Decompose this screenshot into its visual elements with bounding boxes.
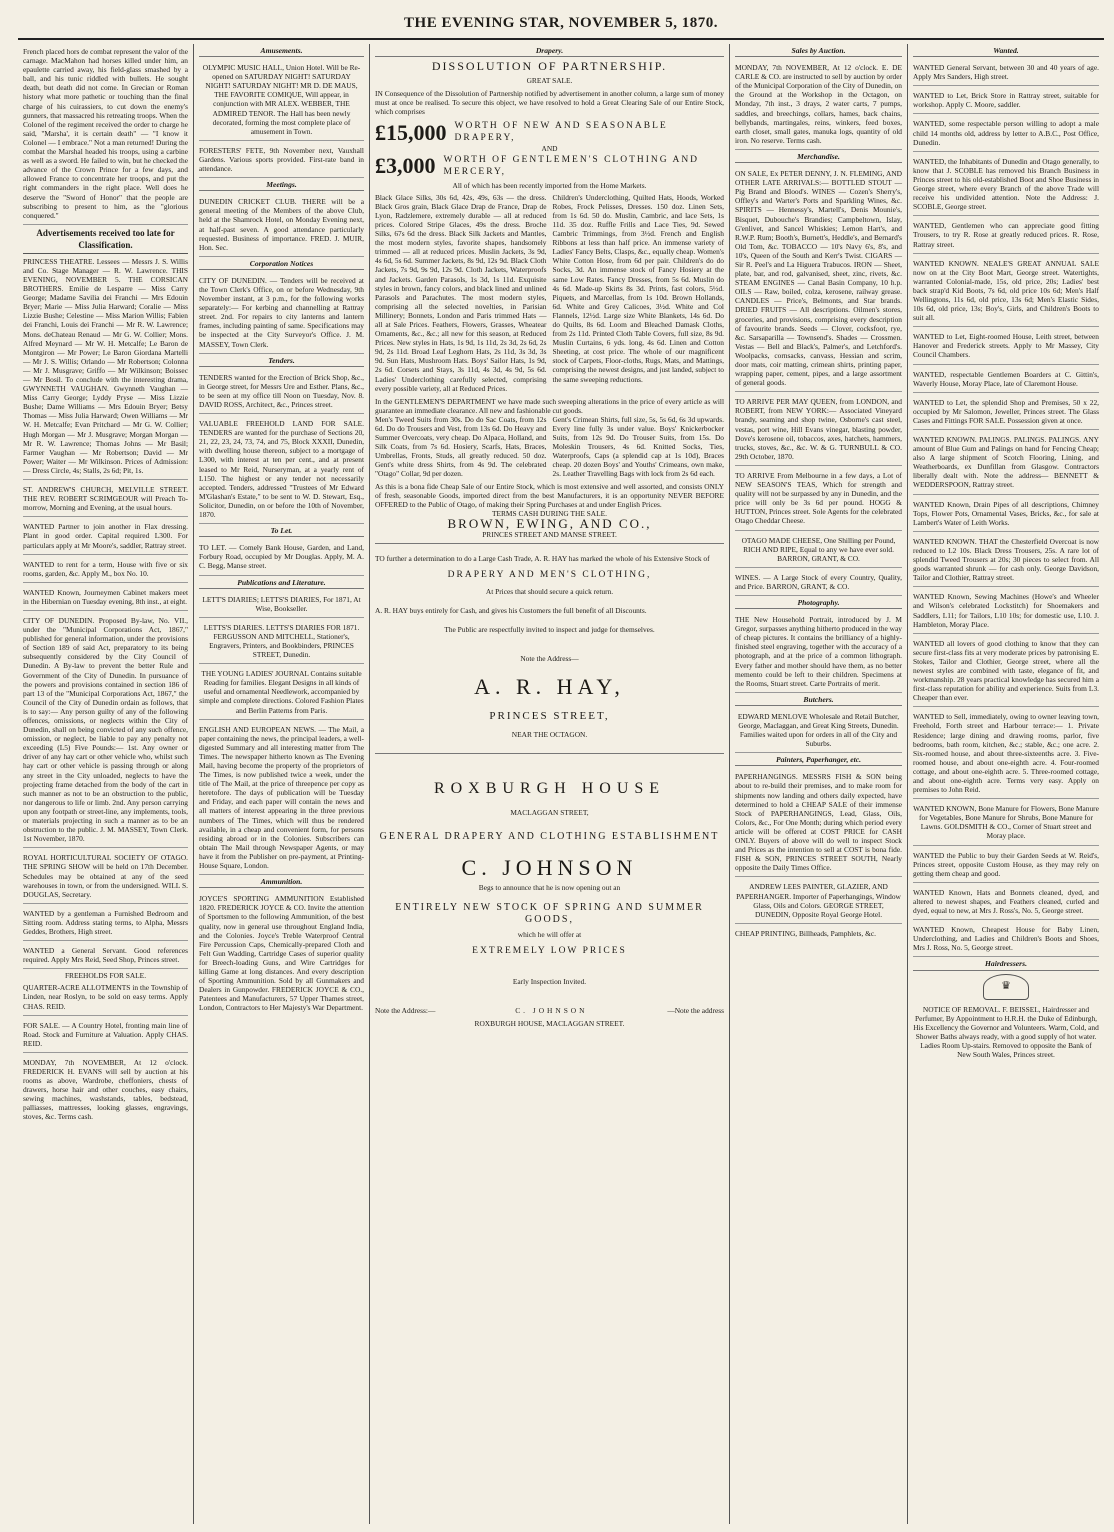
hay-street: PRINCES STREET,: [489, 709, 610, 722]
hay-note-address: Note the Address—: [520, 654, 579, 664]
wanted-ad-15: WANTED to Sell, immediately, owing to owner leaving town, Freehold, Forth street and Harbour terrace:— 1. Private Residence; large dining and drawing rooms, parlor, five bedrooms, bath room, kitchen, &c.; stable, &c.; one acre. 2. Six-roomed house, and about three-sixteenths acre. 3. Five-roomed house, and about one-eighth acre. 4. Four-roomed cottage, and about one-eighth acre. 5. Three-roomed cottage, and about one-eighth acre. Terms very easy. Apply on premises to John Reid.: [913, 709, 1099, 799]
wanted-ad-16: WANTED KNOWN, Bone Manure for Flowers, Bone Manure for Vegetables, Bone Manure for Shrubs, Bone Manure for Lawns. GOLDSMITH & CO., Corner of Stuart street and Moray place.: [913, 801, 1099, 845]
young-ladies-journal-ad: THE YOUNG LADIES' JOURNAL Contains suitable Reading for families. Elegant Designs in all kinds of useful and ornamental Needlework, accompanied by simple and complete directions. Colored Fashion Plates and Berlin Patterns from Paris.: [199, 666, 364, 719]
johnson-name: C. JOHNSON: [461, 854, 638, 880]
church-notice: ST. ANDREW'S CHURCH, MELVILLE STREET. THE REV. ROBERT SCRIMGEOUR will Preach To-morrow, Morning and Evening, at the usual hours.: [23, 482, 188, 517]
merchandise-heading: Merchandise.: [735, 152, 902, 163]
hay-invite: The Public are respectfully invited to inspect and judge for themselves.: [444, 625, 655, 635]
and-label: AND: [541, 144, 558, 154]
new-teas-ad: TO ARRIVE From Melbourne in a few days, a Lot of NEW SEASON'S TEAS, Which for strength and quality will not be surpassed by any in Dunedin, and the price will only be 3s 6d per pound. HOGG & HUTTON, Princes street. Sole Agents for the celebrated Otago Cheddar Cheese.: [735, 468, 902, 531]
general-drapery-title: GENERAL DRAPERY AND CLOTHING ESTABLISHMENT: [379, 830, 720, 842]
wanted-ad-14: WANTED all lovers of good clothing to know that they can secure first-class fits at very moderate prices by patronising E. Stokes, Tailor and Clothier, George street, where all the newest styles are combined with taste, elegance of fit, and workmanship. 28 years practical knowledge has secured him a first-class reputation for ability and experience. Suits from L3. Cheaper than ever.: [913, 636, 1099, 708]
drapery-value-line: [375, 120, 724, 144]
hairdressers-heading: Hairdressers.: [913, 959, 1099, 970]
servant-ad: WANTED a General Servant. Good references required. Apply Mrs Reid, Seed Shop, Princes street.: [23, 943, 188, 969]
johnson-small: C. JOHNSON: [515, 1005, 588, 1015]
auction-heading: Sales by Auction.: [735, 46, 902, 57]
clothing-value-text: WORTH OF GENTLEMEN'S CLOTHING AND MERCERY,: [443, 154, 700, 177]
wanted-ad-12: WANTED KNOWN. THAT the Chesterfield Overcoat is now reduced to L2 10s. Black Dress Trousers, 25s. A rare lot of splendid Tweed Trousers at 20s; 30 pieces to select from. All goods warranted shrunk — for cash only. George Davidson, Tailor and Clothier, Rattray street.: [913, 534, 1099, 587]
column-3: [370, 44, 730, 1524]
european-news-ad: ENGLISH AND EUROPEAN NEWS. — The Mail, a paper containing the news, the principal leaders, a well-digested Summary and all interesting matter from The Times. The newspaper hitherto known as The Evening Mail, having become the property of the proprietors of The Times, is now published twice a week, under the title of The Mail, at the price of threepence per copy as heretofore. The days of publication will be Tuesday and Friday, and each paper will contain the news and all matters of interest appearing in the three previous numbers of The Times, which will thus be rendered available, in a cheap and convenient form, for persons residing abroad or in the Colonies. Subscribers can obtain The Mail through Newspaper Agents, or may have it from the Publisher on pre-payment, at Printing-House Square, London.: [199, 722, 364, 876]
wanted-ad-10: WANTED KNOWN. PALINGS. PALINGS. PALINGS. ANY amount of Blue Gum and Palings on hand for Fencing Cheap; also A large shipment of Scotch Flooring, Lining, and Weatherboards, ex Dunfillan from Glasgow. Contractors liberally dealt with. Note the address— BENNETT & WEDDERSPOON, Rattray street.: [913, 432, 1099, 495]
clothing-value-line: [375, 154, 724, 178]
household-portrait-ad: THE New Household Portrait, introduced by J. M Gregor, surpasses anything hitherto produced in the way of cheap pictures. It contains the brilliancy of a highly-finished steel engraving, together with the accuracy of a photograph, and at the price of a common lithograph. Every father and mother should have them, as no better memento could be left to their children. Specimens at the Rooms, Stuart street. Carte Portraits of merit.: [735, 612, 902, 693]
wanted-ad-17: WANTED the Public to buy their Garden Seeds at W. Reid's, Princes street, opposite Custom House, as they may rely on getting them cheap and good.: [913, 848, 1099, 883]
hotel-ad: FOR SALE. — A Country Hotel, fronting main line of Road. Stock and Furniture at Valuation. Apply CHAS. REID.: [23, 1018, 188, 1053]
wines-ad: WINES. — A Large Stock of every Country, Quality, and Price. BARRON, GRANT, & CO.: [735, 570, 902, 596]
paperhangings-ad: PAPERHANGINGS. MESSRS FISH & SON being about to re-build their premises, and to make room for shipments now landing and others daily expected, have determined to hold a CHEAP SALE of their immense Stock of PAPERHANGINGS, Lead, Glass, Oils, Colors, &c., For One Month; during which period every article will be offered at COST PRICE for CASH ONLY. Buyers of above will do well to inspect Stock and Prices as the intention to sell at COST is bona fide. FISH & SON, PRINCES STREET SOUTH, Nearly opposite the Daily Times Office.: [735, 769, 902, 877]
cricket-club-ad: DUNEDIN CRICKET CLUB. THERE will be a general meeting of the Members of the above Club, held at the Shamrock Hotel, on Monday Evening next, at half-past seven. A good attendance particularly requested. Business of importance. FRED. J. MUIR, Hon. Sec.: [199, 194, 364, 257]
war-article: French placed hors de combat represent the valor of the carnage. MacMahon had horses killed under him, an epaulette carried away, his field-glass smashed by a ball, and his tunic riddled with bullets. He sought death, but death did not come. In Grecian or Roman history what more pathetic or touching than the final charge of his cuirassiers, to cut down the enemy's gunners, that massacred his retreating troops. When the Colonel of the regiment received the order to charge he said, "Marsha', it is certain death" — "I know it Colonel — I embrace." Not a man returned! During the combat the Marshal headed his troops, using a carbine as well as a sword. He failed to win, but he checked the advance of the Crown Prince for a few days, and allowed France to concentrate her troops, and put the right commanders in the right place. Well does he deserve the "Sword of Honor" that the people are subscribing to present to him, as the "glorious conquered.": [23, 44, 188, 225]
early-inspection: Early Inspection Invited.: [512, 976, 587, 986]
joyce-ammunition-ad: JOYCE'S SPORTING AMMUNITION Established 1820. FREDERICK JOYCE & CO. Invite the attention of Sportsmen to the following Ammunition, of the best quality, now in general use throughout England India, and the Colonies. Joyce's Treble Waterproof Central Fire Percussion Caps, Chemically-prepared Cloth and Felt Gun Wadding, Cartridge Cases of superior quality for Breech-loading Guns, and Wire Cartridges for killing Game at long distances. And every description of Sporting Ammunition. Sold by all Gunmakers and Dealers in Gunpowder. FREDERICK JOYCE & CO., Patentees and Manufacturers, 57 Upper Thames street, London, Contractors to Her Majesty's War Department.: [199, 894, 364, 1013]
publications-heading: Publications and Literature.: [199, 578, 364, 589]
may-queen-ad: TO ARRIVE PER MAY QUEEN, from LONDON, and ROBERT, from NEW YORK:— Associated Vineyard brandy, seaming and shop twine, Osborne's cast steel, vestas, port wine, Hill Evans vinegar, blasting powder, Dove's kerosene oil, tobaccos, axes, hatchets, hammers, trucks, stoves, &c., &c. W. & G. TURNBULL & CO. 29th October, 1870.: [735, 394, 902, 466]
masthead: THE EVENING STAR, NOVEMBER 5, 1870.: [18, 8, 1104, 40]
otago-cheese-ad: OTAGO MADE CHEESE, One Shilling per Pound, RICH AND RIPE, Equal to any we have ever sold. BARRON, GRANT, & CO.: [735, 533, 902, 568]
wanted-ad-18: WANTED Known, Hats and Bonnets cleaned, dyed, and altered to newest shapes, and Feathers cleaned, curled and dyed, equal to new, at Mrs J. Ross's, No. 5, George street.: [913, 885, 1099, 920]
wanted-ad-2: WANTED to Let, Brick Store in Rattray street, suitable for workshop. Apply C. Moore, saddler.: [913, 88, 1099, 114]
gents-list-right: Gent's Crimean Shirts, full size, 5s, 5s 6d, 6s 3d upwards. Every line fully 3s under value. Boys' Knickerbocker Suits, from 12s 9d. Do Trouser Suits, from 15s. Do Moleskin Trousers, 4s 6d. Knitted Socks, Ties, Waterproofs, Caps (a splendid cap at 1s 10d), Braces cheap. 20 dozen Boys' and Youths' Crimeans, own make, 2s. Leather Travelling Bags with lock from 2s 6d each.: [552, 414, 724, 479]
low-prices: EXTREMELY LOW PRICES: [472, 945, 627, 956]
foresters-fete-ad: FORESTERS' FETE, 9th November next, Vauxhall Gardens. Various sports provided. First-rate band in attendance.: [199, 143, 364, 178]
johnson-announce: Begs to announce that he is now opening out an: [478, 882, 621, 892]
on-sale-ad: ON SALE, Ex PETER DENNY, J. N. FLEMING, AND OTHER LATE ARRIVALS:— BOTTLED STOUT — Pig Brand and Blood's. WINES — Cozen's Sherry's, Offley's and Warter's Ports and Sparkling Wines, &c. SPIRITS — Hennessy's, Martell's, Denis Mounie's, Bisquet, Dubouche's Brandies; Campbeltown, Islay, G'enlivet, and Sancel Whiskies; Lemon Hart's, and R.W.P. Rum; Booth's, Burnett's, Heddle's, and Bernard's Old Tom, &c. TOBACCO — 10's Navy 6's, 8's, and 10's, Queen of the South and Kerr's Twist. CIGARS — Sir R. Peel's and La Higuera Trabucos. IRON — Sheet, plate, bar, and rod, galvanised, sheet, zinc, rivets, &c. STEAM ENGINES — Canal Basin Company, 10 h.p. OILS — Raw, boiled, colza, kerosene, railway grease. CANDLES — Price's, Belmonts, and Star brands. DRIED FRUITS — All descriptions. Oilmen's stores, groceries, and provisions, comprising every description of favourite brands. Seeds — Clover, cocksfoot, rye, &c. Sarsaparilla — Townsend's. Shades — Crossmen. Vestas — Bell and Black's, Palmer's, and Letchford's. Woolpacks, cornsacks, canvass, Hessian and scrim, door mats, coir matting, crimean shirts, printing paper, wrapping paper, cement, pipes, and a large assortment of general goods.: [735, 166, 902, 392]
to-let-heading: To Let.: [199, 526, 364, 537]
brown-ewing-firm: BROWN, EWING, AND CO.,: [447, 515, 652, 531]
theatre-ad: PRINCESS THEATRE. Lessees — Messrs J. S. Willis and Co. Stage Manager — R. W. Lawrence. THIS EVENING, NOVEMBER 5. THE CORSICAN BROTHERS. Emilie de Lesparre — Miss Carry George; Madame Savilia dei Franchi — Mrs Edouin Bryer; Marie — Miss Julia Harward; Coralie — Miss Lizzie Bushe; Celestine — Miss Marion Willis; Fabien dei Franchi, Louis dei Franchi — Mr R. W. Lawrence; Mons. deChateau Renaud — Mr G. W. Collier; Mons. Alfred Meynard — Mr W. H. Metcalfe; Le Baron de Montgiron — Mr Power; Le Baron Giordana Martelli — Mr J. S. Willis; Orlando — Mr Robertson; Colonna — Mr J. Musgrave; Griffo — Mr Wilkinson; Boissec — Mr Bosil. To conclude with the interesting drama, GWYNNETH VAUGHAN. Gwynneth Vaughan — Miss Carry George; Lyddy Pryse — Miss Lizzie Bushe; Dame Williams — Mrs Edouin Bryer; Betsy Thomas — Miss Julia Harward; Owen Williams — Mr W. H. Metcalfe; Evan Pritchard — Mr G. W. Collier; Hugh Morgan — Mr J. Musgrave; Morgan Morgan — Mr R. W. Lawrence; Thomas Johns — Mr Basil; Farmer Vaughan — Mr Robertson; David — Mr Power; Waiter — Mr Wilkinson. Prices of Admission: — Dress Circle, 4s; Stalls, 2s 6d; Pit, 1s.: [23, 254, 188, 480]
ammunition-heading: Ammunition.: [199, 877, 364, 888]
johnson-address-row: [375, 1006, 724, 1015]
tenders-heading: Tenders.: [199, 356, 364, 367]
great-sale-title: GREAT SALE.: [526, 76, 573, 86]
column-2: [194, 44, 370, 1524]
hay-near: NEAR THE OCTAGON.: [375, 730, 724, 754]
photography-heading: Photography.: [735, 598, 902, 609]
dissolution-intro: IN Consequence of the Dissolution of Partnership notified by advertisement in another column, a large sum of money must at once be realised. To secure this object, we have resolved to hold a Great Clearing Sale of our Entire Stock, which comprises: [375, 89, 724, 117]
drapery-value-text: WORTH OF NEW AND SEASONABLE DRAPERY,: [454, 121, 668, 144]
wanted-ad-19: WANTED Known, Cheapest House for Baby Linen, Underclothing, and Ladies and Children's Boots and Shoes, Mrs J. Ross, No. 5, George street.: [913, 922, 1099, 957]
drapery-heading: Drapery.: [375, 46, 724, 57]
wanted-heading: Wanted.: [913, 46, 1099, 57]
wanted-ad-8: WANTED, respectable Gentlemen Boarders at C. Gittin's, Waverly House, Moray Place, late of Claremont House.: [913, 367, 1099, 393]
menlove-butcher-ad: EDWARD MENLOVE Wholesale and Retail Butcher, George, Maclaggan, and Great King Streets, Dunedin. Families waited upon for orders in all of the City and Suburbs.: [735, 709, 902, 753]
roxburgh-address: ROXBURGH HOUSE, MACLAGGAN STREET.: [474, 1019, 625, 1029]
column-1: [18, 44, 194, 1524]
wanted-ad-3: WANTED, some respectable person willing to adopt a male child 14 months old, address by letter to A.B.C., Post Office, Dunedin.: [913, 116, 1099, 151]
roxburgh-street: MACLAGGAN STREET,: [510, 807, 589, 817]
wanted-ad-4: WANTED, the Inhabitants of Dunedin and Otago generally, to know that J. SCOBLE has removed his Branch Business in Princes street to his old-established Boot and Shoe Business in George street, where every Branch of the above Trade will receive his undivided attention. Note the Address: J. SCOBLE, George street.: [913, 154, 1099, 217]
gents-intro: In the GENTLEMEN'S DEPARTMENT we have made such sweeping alterations in the price of every article as will guarantee an immediate clearance. All new and fashionable cut goods.: [375, 396, 724, 415]
wanted-ad-13: WANTED Known, Sewing Machines (Howe's and Wheeler and Wilson's celebrated Lockstitch) for Shoemakers and Saddlers, L11; for Tailors, L10 10s; for domestic use, L10. J. Hambleton, Moray Place.: [913, 589, 1099, 633]
andrew-lees-ad: ANDREW LEES PAINTER, GLAZIER, AND PAPERHANGER. Importer of Paperhangings, Window Glass, Oils and Colors. GEORGE STREET, DUNEDIN, Opposite Royal George Hotel.: [735, 879, 902, 923]
wanted-ad-5: WANTED, Gentlemen who can appreciate good fitting Trousers, to try R. Rose at greatly reduced prices. R. Rose, Rattray street.: [913, 218, 1099, 253]
bedroom-ad: WANTED by a gentleman a Furnished Bedroom and Sitting room. Address stating terms, to Alpha, Messrs Geddes, Brothers, High street.: [23, 906, 188, 941]
late-ads-heading: Advertisements received too late for Classification.: [23, 227, 188, 254]
note-right: —Note the address: [667, 1005, 724, 1015]
hay-prices: At Prices that should secure a quick return.: [485, 587, 614, 597]
hay-cash-note: A. R. HAY buys entirely for Cash, and gives his Customers the full benefit of all Discounts.: [375, 606, 647, 616]
evans-auction-ad: MONDAY, 7th NOVEMBER, At 12 o'clock. FREDERICK H. EVANS will sell by auction at his rooms as above, Wardrobe, cheffoniers, chests of drawers, horse hair and other couches, easy chairs, sewing machines, washstands, tables, bedstead, palliasses, mattresses, looking glasses, engravings, stoves, &c. Terms cash.: [23, 1057, 188, 1122]
beissel-hairdresser-ad: NOTICE OF REMOVAL. F. BEISSEL, Hairdresser and Perfumer, By Appointment to H.R.H. the Duke of Edinburgh, His Excellency the Governor and Volunteers. Warm, Cold, and Shower Baths always ready, with a good supply of hot water. Ladies Room Up-stairs. Removed to opposite the Bank of New South Wales, Princes street.: [913, 1004, 1099, 1059]
clothing-value: £3,000: [375, 153, 436, 179]
cheap-printing-ad: CHEAP PRINTING, Billheads, Pamphlets, &c.: [735, 928, 876, 938]
royal-crest-icon: ♛: [983, 974, 1029, 1000]
letts-diaries-ad-2: LETTS'S DIARIES. LETTS'S DIARIES FOR 1871. FERGUSSON AND MITCHELL, Stationer's, Engravers, Printers, and Bookbinders, PRINCES STREET, Dunedin.: [199, 620, 364, 664]
wanted-ad-1: WANTED General Servant, between 30 and 40 years of age. Apply Mrs Sanders, High street.: [913, 60, 1099, 86]
freeholds-heading: FREEHOLDS FOR SALE.: [64, 971, 147, 981]
drapery-list-right: Children's Underclothing, Quilted Hats, Hoods, Worked Robes, Frock Pelisses, Dresses. 150 doz. Linen Sets, from 1s 6d. 50 do. Muslin, Cambric, and lace Sets, 1s 11d. 35 doz. Ruffle Frills and Lace Ties, 9d. Sewed Cambric Trimmings, from 3½d. French and English Ribbons at less than half price. An immense variety of Ladies' Fancy Belts, Clasps, &c., equally cheap. Women's White Cotton Hose, from 6d per pair. Children's do do Socks, 3d. An immense stock of Fancy Hosiery at the same Low Rates. Fancy Dresses, from 5s 6d. Muslin do 4s 6d. Made-up Skirts 8s 3d. Prints, fast colors, 5½d. Piquets, and Marcellas, from 1s 10d. Brown Hollands, 6d. White and Grey Calicoes, 3½d. White and Col Flannels, 12½d. Large size White Blankets, 14s 6d. Do do Quilts, 8s 6d. Loom and Bleached Damask Cloths, from 2s 11d. Printed Cloth Table Covers, full size, 8s 9d. Muslin Curtains, 6 yds. long, 4s 6d. Linen and Cotton Sheeting, at cost price. The whole of our magnificent stock of Carpets, Floor-cloths, Rugs, Mats, and Mattings, comprising the newest designs, and just landed, subject to the same sweeping reductions.: [552, 192, 724, 384]
horticultural-ad: ROYAL HORTICULTURAL SOCIETY OF OTAGO. THE SPRING SHOW will be held on 17th December. Schedules may be obtained at any of the seed warehouses in town, or from the undersigned. WILL S. DOUGLAS, Secretary.: [23, 850, 188, 903]
wanted-house-ad: WANTED to rent for a term, House with five or six rooms, garden, &c. Apply M., box No. 10.: [23, 557, 188, 583]
hay-intro: TO further a determination to do a Large Cash Trade, A. R. HAY has marked the whole of his Extensive Stock of: [375, 554, 710, 564]
allotments-ad: QUARTER-ACRE ALLOTMENTS in the Township of Linden, near Roslyn, to be sold on easy terms. Apply CHAS. REID.: [23, 980, 188, 1015]
cabinet-makers-ad: WANTED Known, Journeymen Cabinet makers meet in the Hibernian on Tuesday evening, 8th inst., at eight.: [23, 585, 188, 611]
terms-cash: TERMS CASH DURING THE SALE.: [491, 508, 608, 518]
offer-text: which he will offer at: [517, 929, 582, 939]
column-5: [908, 44, 1104, 1524]
drapery-list-left: Black Glace Silks, 30s 6d, 42s, 49s, 63s — the dress. Black Gros grain, Black Glace Drap de France, Drap de Lyon, Radzlemere, extremely durable — all at reduced prices. Colored Stripe Glaces, 49s the dress. Broche Silks, 67s 6d the dress. Black Silk Jackets and Mantles, the most modern styles, favorite shapes, handsomely trimmed — all at reduced prices. Muslin Jackets, 3s 9d, 4s 6d, 5s 6d. Summer Jackets, 8s 9d, 12s 9d. Black Cloth Jackets, 7s 9d, 9s 9d, 12s 9d. Cloth Jackets, Waterproofs and Jackets. Garden Parasols, 1s 3d, 1s 11d. Exquisite styles in brown, fancy colors, and black lined and unlined Parasols and Parachutes. The most modern styles, comprising all the selected novelties, in Parisian Millinery; Bonnets, London and Paris trimmed Hats — all at Sale Prices. Feathers, Flowers, Grasses, Wheatear Ornaments, &c., &c.; all new for this season, at Reduced Prices. New styles in Hats, 1s 9d, 1s 11d, 2s 3d, 2s 6d, 2s 9d, 2s 11d. Broad Leaf Leghorn Hats, 2s 11d, 3s 3d, 3s 9d. Sun Hats, Mushroom Hats. Boys' Sailor Hats, 1s 9d, 2s 6d. Corsets and Stays, 3s 11d, 4s 3d, 4s 9d, 5s 6d. Ladies' Underclothing carefully selected, comprising every possible variety, all at Reduced Prices.: [375, 192, 547, 393]
butchers-heading: Butchers.: [735, 695, 902, 706]
olympic-music-hall-ad: OLYMPIC MUSIC HALL, Union Hotel. Will be Re-opened on SATURDAY NIGHT! SATURDAY NIGHT! SATURDAY NIGHT! MR D. DE MAUS, THE FAVORITE COMIQUE, Will appear, in conjunction with MR ALEX. WEBBER, THE ADMIRED TENOR. The Hall has been newly decorated, forming the most complete place of amusement in Town.: [199, 60, 364, 141]
brick-shop-tender-ad: TENDERS wanted for the Erection of Brick Shop, &c., in George street, for Messrs Ure and Esther. Plans, &c., to be seen at my office till Noon on Tuesday, Nov. 8. DAVID ROSS, Architect, &c., Princes street.: [199, 370, 364, 414]
bylaw-notice: CITY OF DUNEDIN. Proposed By-law, No. VII., under the "Municipal Corporations Act, 1867," published for general information, under the provisions of Section 189 of said Act, preparatory to its being subsequently considered by the City Council of Dunedin. A By-law to prevent the better Rule and Government of the City of Dunedin. In pursuance of the powers and provisions contained in section 186 of part 13 of the "Municipal Corporations Act, 1867," the Council of the City of Dunedin ordain as follows, that is to say:— Any person guilty of any of the following offences, omissions, or neglects within the City of Dunedin, shall on being convicted of any such offence, omission, or neglect, be liable to pay any penalty not exceeding (L5) Five Pounds:— 1st. Any owner or driver of any hay cart or other vehicle who, whilst such hay cart or other vehicle is passing through or along any street in the City unloaded, neglects to have the projecting frame detached from the body of the cart in such manner as not to be an obstruction to the public, nor dangerous to life or limb. 2nd. Any person carrying upon any footpath or street-line, any implements, tools, or materials projecting in such a manner as to be an obstruction to the public. J. M. MASSEY, Town Clerk. 1st November, 1870.: [23, 613, 188, 848]
painters-heading: Painters, Paperhanger, etc.: [735, 755, 902, 766]
roxburgh-house-title: ROXBURGH HOUSE: [433, 779, 666, 797]
dissolution-title: DISSOLUTION OF PARTNERSHIP.: [431, 59, 668, 74]
amusements-heading: Amusements.: [199, 46, 364, 57]
corporation-tenders-ad: CITY OF DUNEDIN. — Tenders will be received at the Town Clerk's Office, on or before Wednesday, 9th November instant, at 3 p.m., for the following works separately:— For kerbing and channelling at Rattray street. 2nd. For repairs to city lanterns and lantern frames, including painting of same. Specifications may be inspected at the City Surveyor's Office. J. M. MASSEY, Town Clerk.: [199, 273, 364, 354]
wanted-ad-9: WANTED to Let, the splendid Shop and Premises, 50 x 22, occupied by Mr Salomon, Jeweller, Princes street. The Glass Cases and Fittings FOR SALE. Possession given at once.: [913, 395, 1099, 430]
de-carle-auction-ad: MONDAY, 7th NOVEMBER, At 12 o'clock. E. DE CARLE & CO. are instructed to sell by auction by order of the Municipal Corporation of the City of Dunedin, on the Ground at the Workshop in the Octagon, on Monday, 7th inst., 3 drays, 2 water carts, 7 pumps, saddles, and breechings, collars, hames, back chains, bellybands, martingales, reins, winkers, feed boxes, earth closet, small gates, manuka logs, quantity of old iron. No reserve. Terms cash.: [735, 60, 902, 150]
drapery-price-list: [375, 193, 724, 393]
gents-price-list: [375, 415, 724, 479]
brown-ewing-address: PRINCES STREET AND MANSE STREET.: [375, 530, 724, 544]
wanted-ad-11: WANTED Known, Drain Pipes of all descriptions, Chimney Tops, Flower Pots, Ornamental Vases, Bricks, &c., for sale at Lambert's Water of Leith Works.: [913, 497, 1099, 532]
letts-diaries-ad: LETT'S DIARIES; LETTS'S DIARIES, For 1871, At Wise, Bookseller.: [199, 592, 364, 618]
drapery-value: £15,000: [375, 119, 447, 145]
comely-bank-ad: TO LET. — Comely Bank House, Garden, and Land, Forbury Road, occupied by Mr Douglas. Apply, M. A. C. Begg, Manse street.: [199, 540, 364, 575]
freehold-land-ad: VALUABLE FREEHOLD LAND FOR SALE. TENDERS are wanted for the purchase of Sections 20, 21, 22, 23, 24, 73, 74, and 75, Block XXXII, Dunedin, with dwelling house thereon, subject to a mortgage of L300, with interest at ten per cent., and at present leased to Mr Reid, Nurseryman, at a yearly rent of L150. The highest or any tender not necessarily accepted. Tenders, addressed "Trustees of Mr Edward M'Glashan's Estate," to be sent to W. D. Stewart, Esq., Solicitor, Dunedin, on or before the 10th of November, 1870.: [199, 416, 364, 524]
column-4: [730, 44, 908, 1524]
note-left: Note the Address:—: [375, 1005, 436, 1015]
hay-goods: DRAPERY AND MEN'S CLOTHING,: [447, 570, 652, 581]
hay-name: A. R. HAY,: [474, 673, 625, 699]
gents-list-left: Men's Tweed Suits from 30s. Do do Sac Coats, from 12s 6d. Do do Trousers and Vest, from 13s 6d. Do Heavy and Summer Overcoats, very cheap. Do Alpaca, Holland, and Silk Coats, from 7s 6d. Hosiery, Scarfs, Hats, Braces, Umbrellas, Fronts, Studs, all greatly reduced. 50 doz. Gent's white dress Shirts, from 4s 9d. The celebrated "Otago" Collar, 9d per dozen.: [375, 414, 547, 479]
columns: [18, 44, 1104, 1524]
meetings-heading: Meetings.: [199, 180, 364, 191]
bona-fide-note: As this is a bona fide Cheap Sale of our Entire Stock, which is most extensive and well assorted, and consists ONLY of fresh, seasonable Goods, imported direct from the best Manufacturers, it is an opportunity NEVER BEFORE OFFERED to the Public of Otago, of making their Spring Purchases at and under English Prices.: [375, 481, 724, 509]
wanted-ad-6: WANTED KNOWN. NEALE'S GREAT ANNUAL SALE now on at the City Boot Mart, George street. Watertights, warranted Colonial-made, 15s, old price, 20s; Ladies' best back strap'd Kid Boots, 7s 6d, old price 10s 6d; Men's Half Wellingtons, 11s 6d, old price, 13s 6d; Men's Elastic Sides, 10s 6d, old price, 13s; Boy's, Girls, and Children's Boots to suit all.: [913, 256, 1099, 328]
purchase-note: All of which has been recently imported from the Home Markets.: [452, 180, 647, 190]
wanted-ad-7: WANTED to Let, Eight-roomed House, Leith street, between Hanover and Frederick streets. Apply to Mr Massey, City Council Chambers.: [913, 329, 1099, 364]
new-stock-title: ENTIRELY NEW STOCK OF SPRING AND SUMMER GOODS,: [395, 901, 704, 925]
corporation-heading: Corporation Notices: [199, 259, 364, 270]
wanted-partner-ad: WANTED Partner to join another in Flax dressing. Plant in good order. Capital required L300. For particulars apply at Mr Moore's, saddler, Rattray street.: [23, 519, 188, 554]
